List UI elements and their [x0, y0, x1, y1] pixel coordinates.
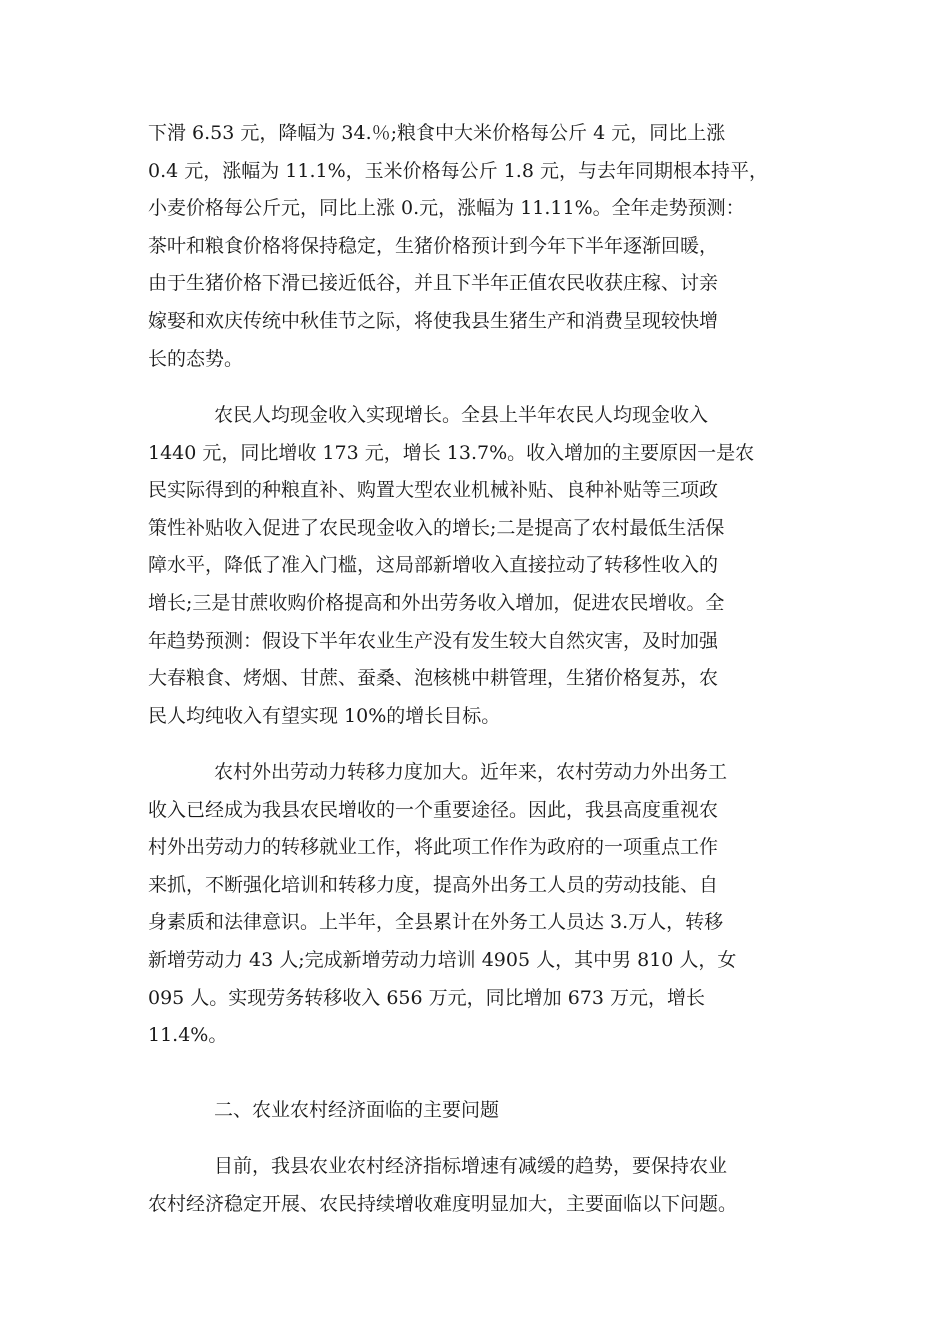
text-line: 民人均纯收入有望实现 10%的增长目标。	[148, 704, 501, 727]
text-line: 民实际得到的种粮直补、购置大型农业机械补贴、良种补贴等三项政	[148, 479, 719, 502]
text-line: 095 人。实现劳务转移收入 656 万元，同比增加 673 万元，增长	[148, 986, 705, 1009]
text-line: 11.4%。	[148, 1024, 228, 1047]
text-line: 大春粮食、烤烟、甘蔗、蚕桑、泡核桃中耕管理，生猪价格复苏，农	[148, 667, 719, 690]
text-line: 来抓，不断强化培训和转移力度，提高外出务工人员的劳动技能、自	[148, 873, 719, 896]
text-line: 收入已经成为我县农民增收的一个重要途径。因此，我县高度重视农	[148, 798, 719, 821]
text-line: 年趋势预测：假设下半年农业生产没有发生较大自然灾害，及时加强	[148, 629, 719, 652]
text-line: 0.4 元，涨幅为 11.1%，玉米价格每公斤 1.8 元，与去年同期根本持平，	[148, 159, 768, 182]
paragraph-farmer-income	[148, 397, 838, 735]
text-line: 下滑 6.53 元，降幅为 34.％;粮食中大米价格每公斤 4 元，同比上涨	[148, 122, 726, 144]
text-line: 茶叶和粮食价格将保持稳定，生猪价格预计到今年下半年逐渐回暖，	[148, 234, 719, 257]
text-line: 长的态势。	[148, 347, 244, 370]
text-line: 增长;三是甘蔗收购价格提高和外出劳务收入增加，促进农民增收。全	[148, 591, 725, 614]
text-line: 嫁娶和欢庆传统中秋佳节之际，将使我县生猪生产和消费呈现较快增	[148, 309, 719, 332]
text-line: 障水平，降低了准入门槛，这局部新增收入直接拉动了转移性收入的	[148, 554, 719, 577]
paragraph-problems-intro	[148, 1148, 838, 1223]
text-line: 1440 元，同比增收 173 元，增长 13.7%。收入增加的主要原因一是农	[148, 441, 755, 464]
text-line: 身素质和法律意识。上半年，全县累计在外务工人员达 3.万人，转移	[148, 911, 724, 934]
text-line: 农民人均现金收入实现增长。全县上半年农民人均现金收入	[214, 404, 709, 426]
text-line: 农村外出劳动力转移力度加大。近年来，农村劳动力外出务工	[214, 761, 728, 783]
heading-text: 二、农业农村经济面临的主要问题	[214, 1099, 500, 1121]
text-line: 策性补贴收入促进了农民现金收入的增长;二是提高了农村最低生活保	[148, 516, 725, 539]
text-line: 村外出劳动力的转移就业工作，将此项工作作为政府的一项重点工作	[148, 836, 719, 859]
text-line: 小麦价格每公斤元，同比上涨 0.元，涨幅为 11.11%。全年走势预测：	[148, 197, 745, 220]
text-line: 农村经济稳定开展、农民持续增收难度明显加大，主要面临以下问题。	[148, 1192, 738, 1215]
text-line: 由于生猪价格下滑已接近低谷，并且下半年正值农民收获庄稼、讨亲	[148, 272, 719, 295]
paragraph-labor-transfer	[148, 754, 838, 1055]
text-line: 目前，我县农业农村经济指标增速有减缓的趋势，要保持农业	[214, 1155, 728, 1177]
text-line: 新增劳动力 43 人;完成新增劳动力培训 4905 人，其中男 810 人，女	[148, 948, 737, 971]
paragraph-price-trend	[148, 115, 838, 378]
section-heading	[148, 1092, 838, 1130]
